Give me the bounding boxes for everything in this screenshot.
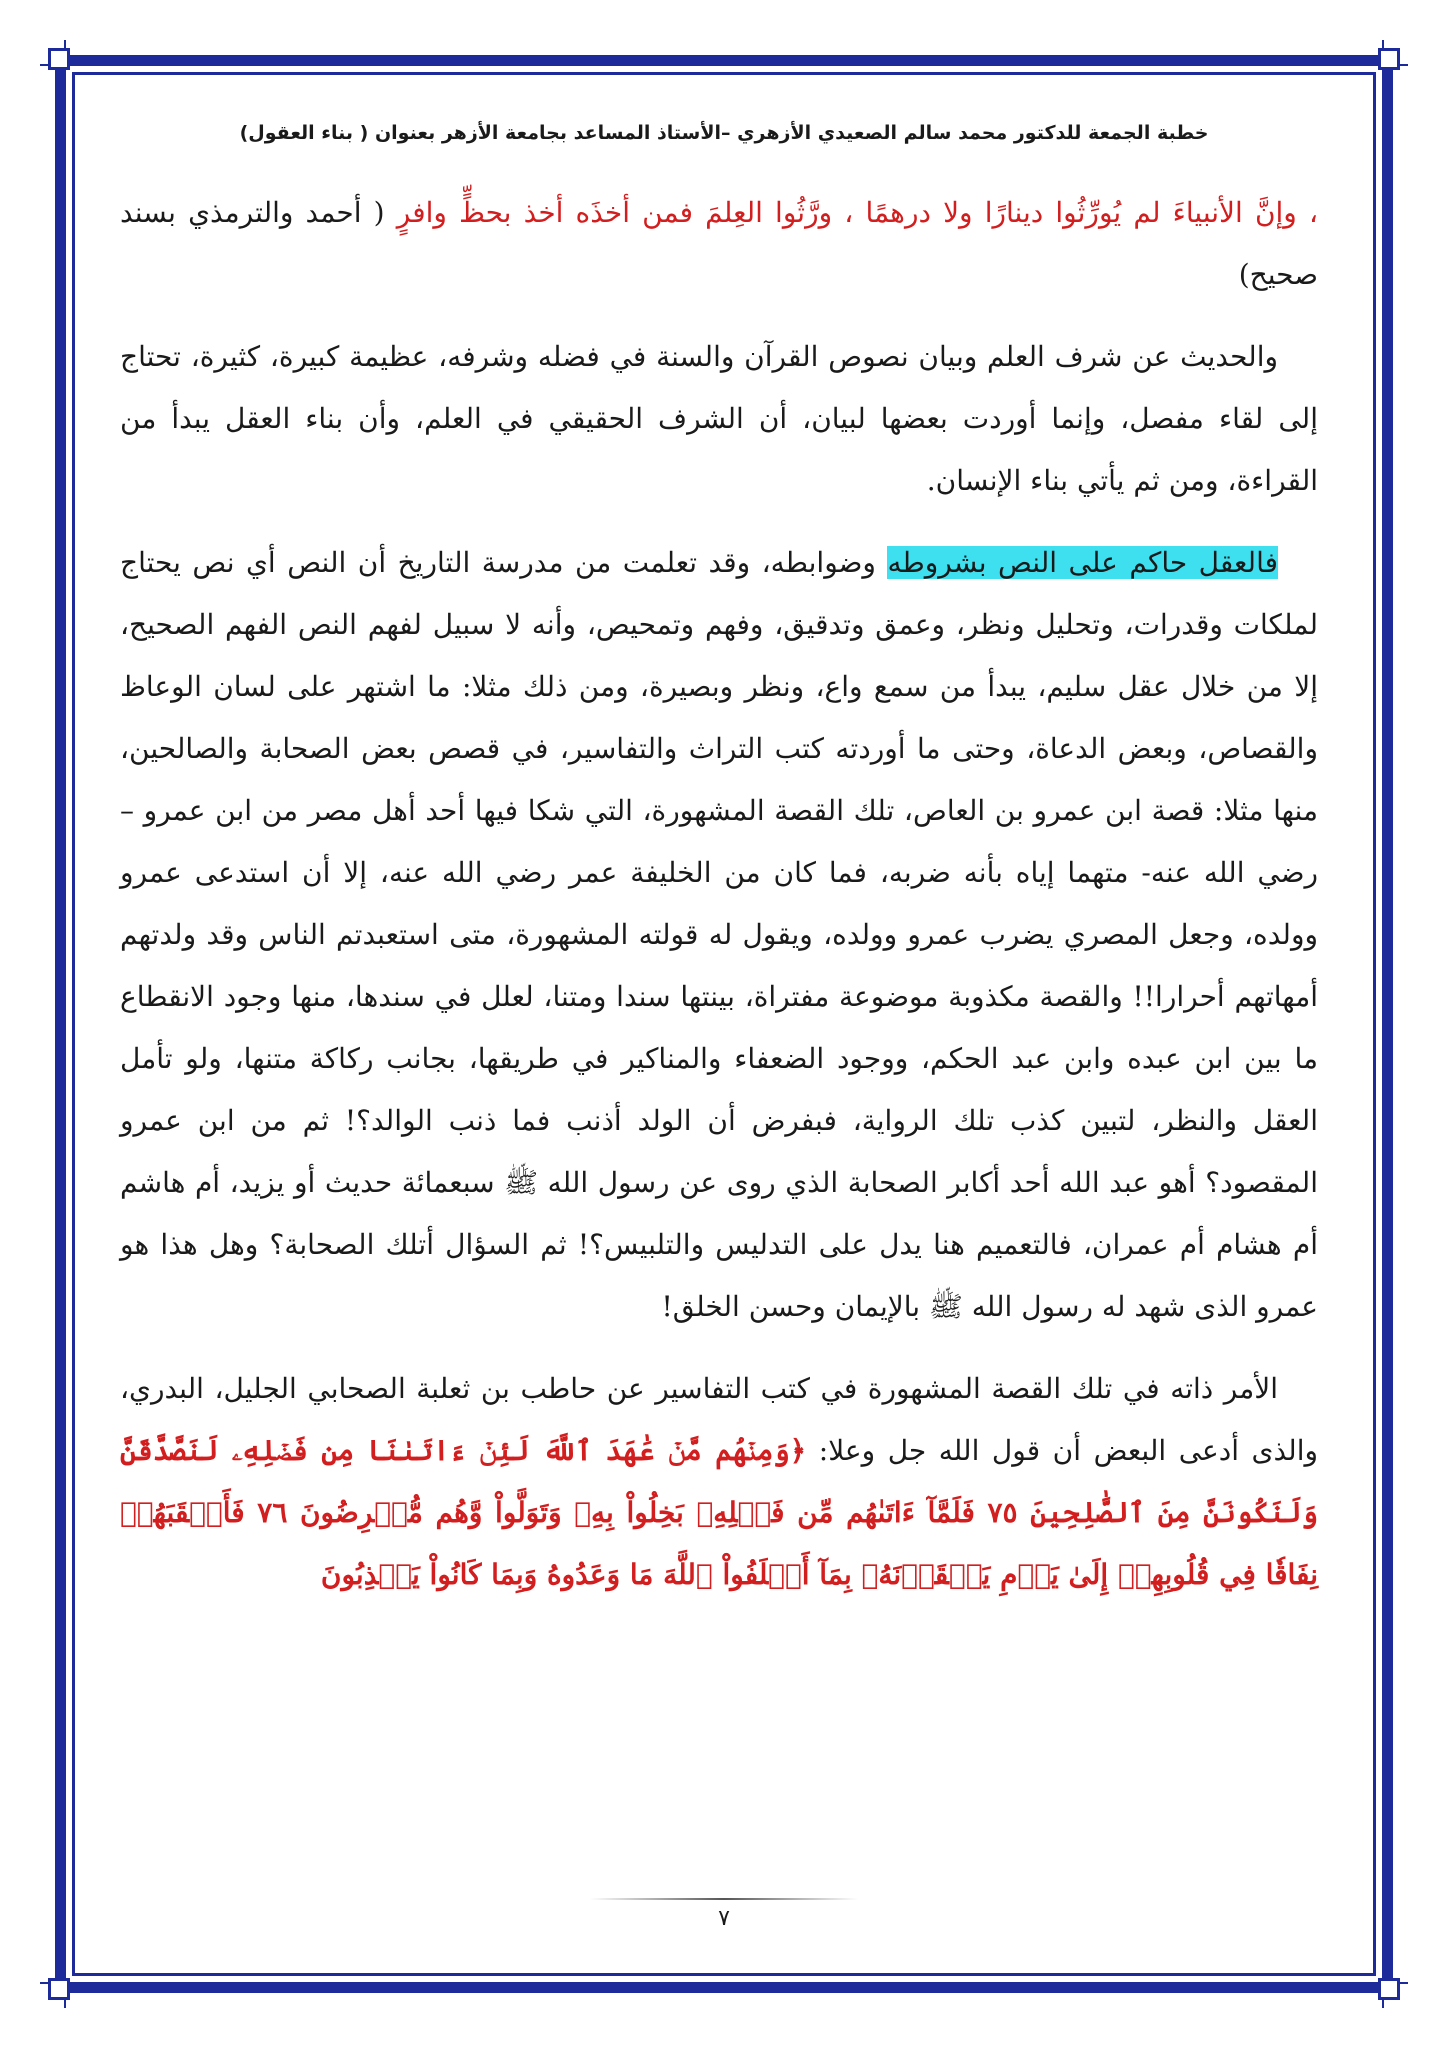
paragraph-mind-and-text-body: وضوابطه، وقد تعلمت من مدرسة التاريخ أن النص أي نص يحتاج لملكات وقدرات، وتحليل ونظر، وعمق وتدقيق، وفهم وتمحيص، وأنه لا سبيل لفهم النص الفهم الصحيح، إلا من خلال عقل سليم، يبدأ من سمع واع، ونظر وبصيرة، ومن ذلك مثلا: ما اشتهر على لسان الوعاظ والقصاص، وبعض الدعاة، وحتى ما أوردته كتب التراث والتفاسير، في قصص بعض الصحابة والصالحين، منها مثلا: قصة ابن عمرو بن العاص، تلك القصة المشهورة، التي شكا فيها أحد أهل مصر من ابن عمرو – رضي الله عنه- متهما إياه بأنه ضربه، فما كان من الخليفة عمر رضي الله عنه، إلا أن استدعى عمرو وولده، وجعل المصري يضرب عمرو وولده، ويقول له قولته المشهورة، متى استعبدتم الناس وقد ولدتهم أمهاتهم أحرارا!! والقصة مكذوبة موضوعة مفتراة، بينتها سندا ومتنا، لعلل في سندها، منها وجود الانقطاع ما بين ابن عبده وابن عبد الحكم، ووجود الضعفاء والمناكير في طريقها، بجانب ركاكة متنها، ولو تأمل العقل والنظر، لتبين كذب تلك الرواية، فبفرض أن الولد أذنب فما ذنب الوالد؟! ثم من ابن عمرو المقصود؟ أهو عبد الله أحد أكابر الصحابة الذي روى عن رسول الله ﷺ سبعمائة حديث أو يزيد، أم هاشم أم هشام أم عمران، فالتعميم هنا يدل على التدليس والتلبيس؟! ثم السؤال أتلك الصحابة؟ وهل هذا هو عمرو الذى شهد له رسول الله ﷺ بالإيمان وحسن الخلق! — [120, 546, 1318, 1323]
page-header-title: خطبة الجمعة للدكتور محمد سالم الصعيدي الأزهري –الأستاذ المساعد بجامعة الأزهر بعنوان ( بناء العقول) — [239, 122, 1209, 144]
hadith-source: ( أحمد والترمذي بسند صحيح) — [120, 196, 1318, 291]
corner-ornament-top-left — [48, 48, 70, 70]
page-number: ٧ — [718, 1906, 730, 1931]
border-line-bottom — [40, 1982, 1408, 1984]
highlighted-phrase: فالعقل حاكم على النص بشروطه — [887, 546, 1278, 579]
quran-verse: ﴿وَمِنۡهُم مَّنۡ عَٰهَدَ ٱللَّهَ لَئِنۡ ءَاتَىٰنَا مِن فَضۡلِهِۦ لَنَصَّدَّقَنَّ وَلَنَكُونَنَّ مِنَ ٱلصَّٰلِحِينَ ٧٥ فَلَمَّآ ءَاتَىٰهُم مِّن فَضۡلِهِۦ بَخِلُواْ بِهِۦ وَتَوَلَّواْ وَّهُم مُّعۡرِضُونَ ٧٦ فَأَعۡقَبَهُمۡ نِفَاقٗا فِي قُلُوبِهِمۡ إِلَىٰ يَوۡمِ يَلۡقَوۡنَهُۥ بِمَآ أَخۡلَفُواْ ٱللَّهَ مَا وَعَدُوهُ وَبِمَا كَانُواْ يَكۡذِبُونَ — [120, 1434, 1318, 1591]
paragraph-hatib-story — [120, 1358, 1318, 1606]
footer-divider — [590, 1898, 858, 1900]
border-line-left — [64, 40, 66, 2008]
sermon-body — [120, 182, 1318, 1626]
border-line-right — [1382, 40, 1384, 2008]
corner-ornament-bottom-left — [48, 1978, 70, 2000]
paragraph-knowledge: والحديث عن شرف العلم وبيان نصوص القرآن والسنة في فضله وشرفه، عظيمة كبيرة، كثيرة، تحتاج إلى لقاء مفصل، وإنما أوردت بعضها لبيان، أن الشرف الحقيقي في العلم، وأن بناء العقل يبدأ من القراءة، ومن ثم يأتي بناء الإنسان. — [120, 340, 1318, 497]
paragraph-mind-and-text — [120, 532, 1318, 1338]
corner-ornament-bottom-right — [1378, 1978, 1400, 2000]
paragraph-hatib-intro: الأمر ذاته في تلك القصة المشهورة في كتب التفاسير عن حاطب بن ثعلبة الصحابي الجليل، البدري، والذى أدعى البعض أن قول الله جل وعلا: — [120, 1372, 1318, 1467]
border-line-top — [40, 64, 1408, 66]
hadith-paragraph — [120, 182, 1318, 306]
corner-ornament-top-right — [1378, 48, 1400, 70]
hadith-quote: ، وإنَّ الأنبياءَ لم يُورِّثُوا دينارًا ولا درهمًا ، ورَّثُوا العِلمَ فمن أخذَه أخذ بحظٍّ وافرٍ — [396, 196, 1318, 229]
